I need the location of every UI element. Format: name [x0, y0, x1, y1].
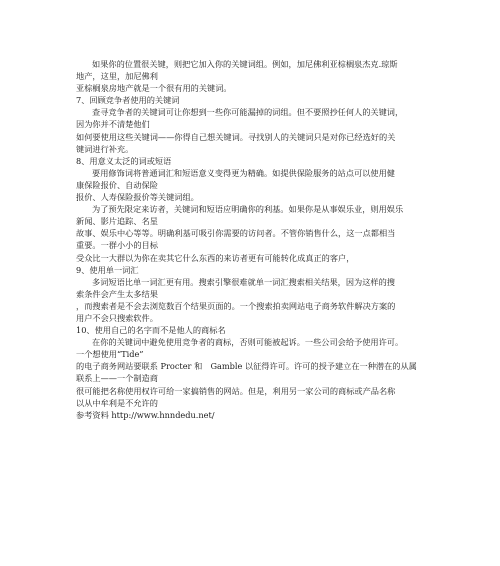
text-line: 新闻、影片追踪、名星	[76, 216, 158, 227]
text-line: 索条件会产生太多结果	[76, 288, 158, 299]
text-line: 在你的关键词中避免使用竞争者的商标，否则可能被起诉。一些公司会给予使用许可。	[92, 337, 404, 348]
text-line: 康保险报价、自动保险	[76, 179, 158, 190]
text-line: 地产，这里，加尼佛利	[76, 71, 158, 82]
document-page	[76, 58, 438, 421]
text-line: 用户不会只搜索软件。	[76, 312, 158, 323]
text-line: 故事、娱乐中心等等。明确利基可吸引你需要的访问者。不管你销售什么，这一点都相当	[76, 228, 396, 239]
text-line: ，而搜索者是不会去浏览数百个结果页面的。一个搜索拍卖网站电子商务软件解决方案的	[76, 300, 396, 311]
text-line: 10、使用自己的名字而不是他人的商标名	[76, 325, 226, 336]
text-line: 亚棕榈泉房地产就是一个很有用的关键词。	[76, 83, 232, 94]
text-line: 因为你并不清楚他们	[76, 119, 150, 130]
text-line: 为了预先限定来访者，关键词和短语应明确你的利基。如果你是从事娱乐业，则用娱乐	[92, 204, 404, 215]
text-line: 一个想使用“Tide”	[76, 349, 144, 360]
text-line: 7、回顾竞争者使用的关键词	[76, 95, 180, 106]
text-line: 键词进行补充。	[76, 143, 134, 154]
text-line: 报价、人寿保险报价等关键词组。	[76, 192, 199, 203]
text-line: 查寻竞争者的关键词可让你想到一些你可能漏掉的词组。但不要照抄任何人的关键词，	[92, 107, 404, 118]
text-line: 如何要使用这些关键词——你得自己想关键词。寻找别人的关键词只是对你已经选好的关	[76, 131, 396, 142]
text-line: 8、用意义太泛的词或短语	[76, 155, 172, 166]
text-line: 联系上——一个制造商	[76, 373, 158, 384]
text-line: 很可能把名称使用权许可给一家搞销售的网站。但是，利用另一家公司的商标或产品名称	[76, 385, 396, 396]
text-line: 多词短语比单一词汇更有用。搜索引擎很难就单一词汇搜索相关结果，因为这样的搜	[92, 276, 395, 287]
text-line: 的电子商务网站要联系 Procter 和 Gamble 以征得许可。许可的授予建立在一种潜在的从属	[76, 361, 417, 372]
text-line: 受众比一大群以为你在卖其它什么东西的来访者更有可能转化成真正的客户，	[76, 252, 355, 263]
text-line: 以从中牟利是不允许的	[76, 397, 158, 408]
text-line: 要用修饰词将普通词汇和短语意义变得更为精确。如提供保险服务的站点可以使用健	[92, 167, 395, 178]
text-line: 重要。一群小小的目标	[76, 240, 158, 251]
text-line: 如果你的位置很关键，则把它加入你的关键词组。例如，加尼佛利亚棕榈泉杰克.琼斯	[92, 59, 398, 69]
text-line: 9、使用单一词汇	[76, 264, 139, 275]
text-line: 参考资料 http://www.hnndedu.net/	[76, 409, 215, 420]
